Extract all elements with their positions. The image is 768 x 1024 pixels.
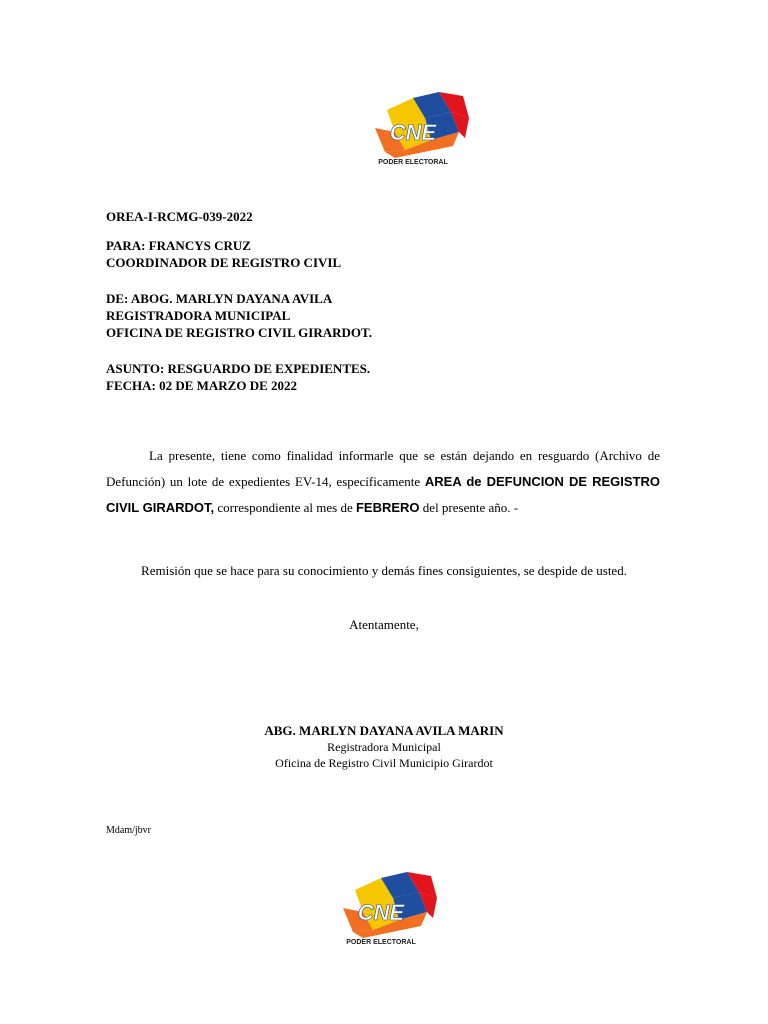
remission-line: Remisión que se hace para su conocimiento y demás fines consiguientes, se despide de usted. xyxy=(141,563,627,578)
body-bold-month: FEBRERO xyxy=(355,500,420,515)
sender-block xyxy=(106,290,372,341)
reference-number: OREA-I-RCMG-039-2022 xyxy=(106,209,253,224)
signature-title: Registradora Municipal xyxy=(327,740,441,754)
cne-logo-bottom xyxy=(333,868,443,958)
recipient-title: COORDINADOR DE REGISTRO CIVIL xyxy=(106,255,342,270)
date-line: FECHA: 02 DE MARZO DE 2022 xyxy=(106,378,298,393)
sender-name: DE: ABOG. MARLYN DAYANA AVILA xyxy=(106,291,333,306)
recipient-block xyxy=(106,237,341,271)
logo-tagline: PODER ELECTORAL xyxy=(346,939,416,946)
signature-block xyxy=(0,722,768,771)
body-text-part3: del presente año. - xyxy=(419,500,519,515)
subject-block xyxy=(106,360,370,394)
typist-initials: Mdam/jbvr xyxy=(106,825,151,836)
sender-title: REGISTRADORA MUNICIPAL xyxy=(106,308,291,323)
body-paragraph xyxy=(106,443,660,521)
logo-wordmark: CNE xyxy=(357,900,405,925)
closing-line: Atentamente, xyxy=(349,617,419,632)
signature-name: ABG. MARLYN DAYANA AVILA MARIN xyxy=(264,723,504,738)
signature-office: Oficina de Registro Civil Municipio Girardot xyxy=(275,756,493,770)
logo-wordmark: CNE xyxy=(389,120,437,145)
logo-tagline: PODER ELECTORAL xyxy=(378,159,448,166)
body-text-part2: correspondiente al mes de xyxy=(214,500,356,515)
recipient-name: PARA: FRANCYS CRUZ xyxy=(106,238,251,253)
cne-logo-top xyxy=(365,88,475,178)
sender-office: OFICINA DE REGISTRO CIVIL GIRARDOT. xyxy=(106,325,372,340)
body-text-part1: La presente, tiene como finalidad informarle que se están dejando en resguardo (Archivo de Defunción) un lote de expedientes EV-14, específicamente xyxy=(106,448,660,489)
body-bold-area: AREA de DEFUNCION DE REGISTRO CIVIL GIRARDOT, xyxy=(106,474,661,515)
subject-line: ASUNTO: RESGUARDO DE EXPEDIENTES. xyxy=(106,361,371,376)
